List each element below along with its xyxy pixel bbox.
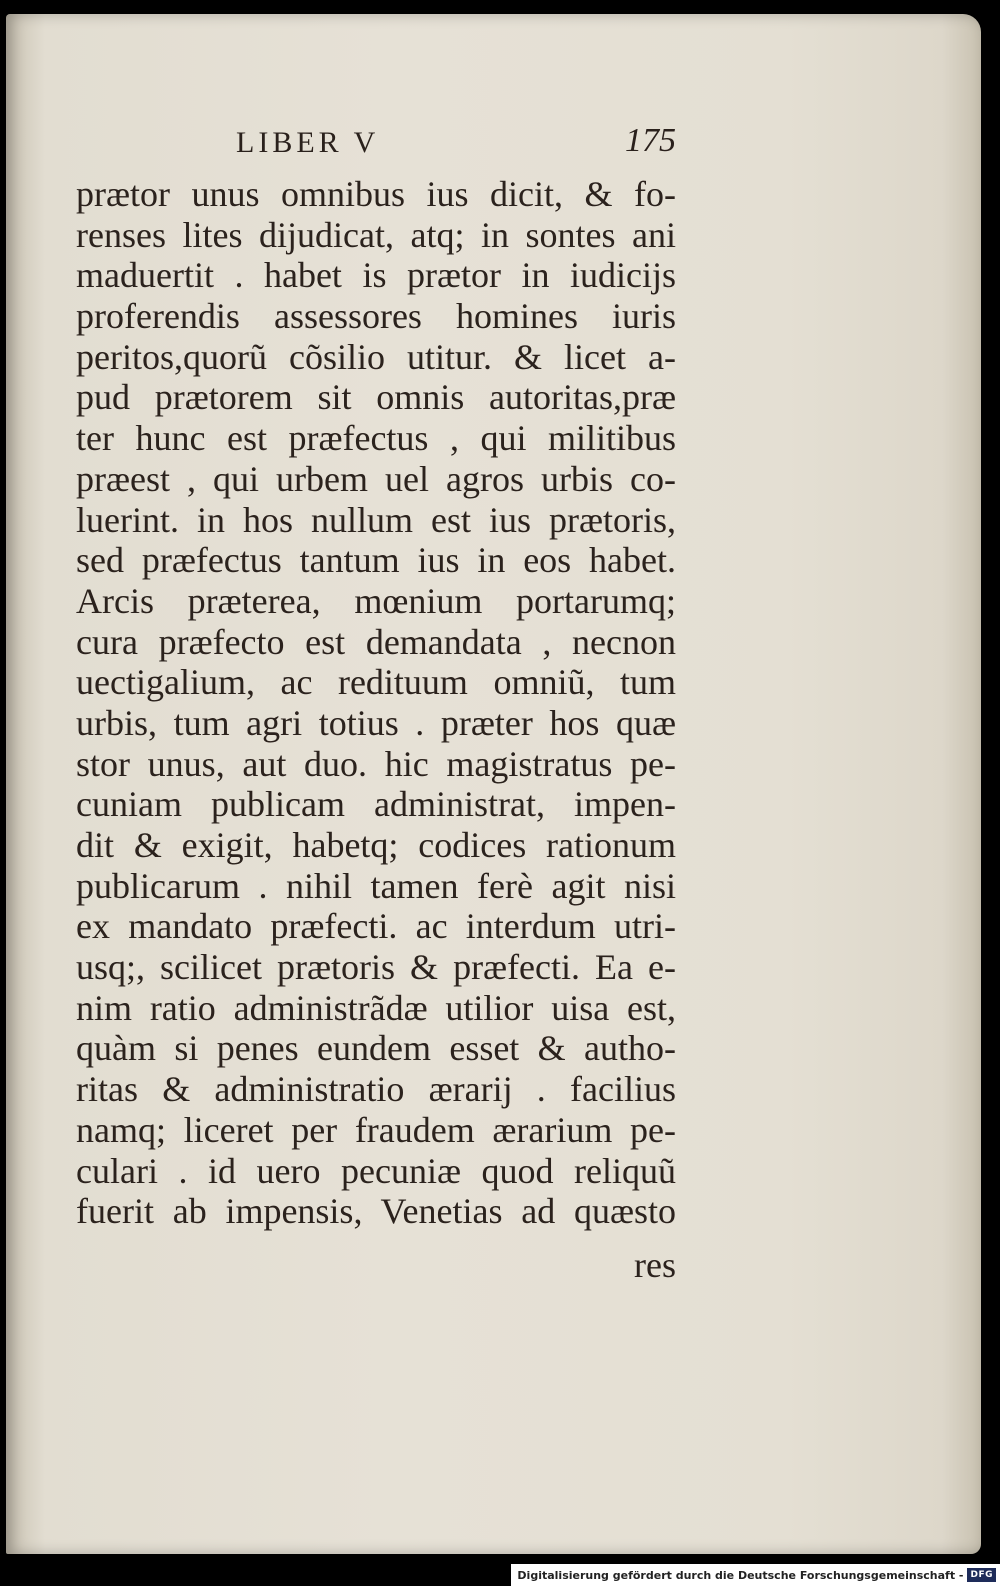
text-line: usq;, scilicet prætoris & præfecti. Ea e- [76, 947, 676, 988]
text-line: ter hunc est præfectus , qui militibus [76, 418, 676, 459]
text-line: quàm si penes eundem esset & autho- [76, 1028, 676, 1069]
text-line: pud prætorem sit omnis autoritas,præ [76, 377, 676, 418]
text-line: præest , qui urbem uel agros urbis co- [76, 458, 676, 499]
text-line: prætor unus omnibus ius dicit, & fo- [76, 174, 676, 214]
text-line: renses lites dijudicat, atq; in sontes ani [76, 214, 676, 255]
text-line: namq; liceret per fraudem ærarium pe- [76, 1109, 676, 1150]
page-header [236, 122, 676, 166]
book-page [6, 14, 981, 1554]
text-line: Arcis præterea, mœnium portarumq; [76, 580, 676, 621]
text-line: sed præfectus tantum ius in eos habet. [76, 540, 676, 581]
funding-credit: Digitalisierung gefördert durch die Deutsche Forschungsgemeinschaft - [517, 1568, 964, 1582]
text-line: publicarum . nihil tamen ferè agit nisi [76, 865, 676, 906]
text-line: culari . id uero pecuniæ quod reliquũ [76, 1150, 676, 1191]
text-line: stor unus, aut duo. hic magistratus pe- [76, 743, 676, 784]
running-head: LIBER V [236, 126, 380, 159]
text-line: peritos,quorũ cõsilio utitur. & licet a- [76, 336, 676, 377]
text-line: urbis, tum agri totius . præter hos quæ [76, 702, 676, 743]
text-line: cura præfecto est demandata , necnon [76, 621, 676, 662]
text-line: fuerit ab impensis, Venetias ad quæsto [76, 1191, 676, 1232]
text-line: uectigalium, ac redituum omniũ, tum [76, 662, 676, 703]
text-line: proferendis assessores homines iuris [76, 296, 676, 337]
digitization-footer [511, 1564, 1000, 1586]
text-line: ritas & administratio ærarij . facilius [76, 1069, 676, 1110]
text-line: luerint. in hos nullum est ius prætoris, [76, 499, 676, 540]
text-line: cuniam publicam administrat, impen- [76, 784, 676, 825]
text-line: maduertit . habet is prætor in iudicijs [76, 255, 676, 296]
text-line: ex mandato præfecti. ac interdum utri- [76, 906, 676, 947]
page-number: 175 [625, 122, 676, 159]
dfg-logo-icon: DFG [967, 1568, 996, 1582]
body-text [76, 174, 676, 1285]
text-line: dit & exigit, habetq; codices rationum [76, 825, 676, 865]
catchword: res [634, 1245, 676, 1285]
text-line: nim ratio administrãdæ utilior uisa est, [76, 987, 676, 1028]
